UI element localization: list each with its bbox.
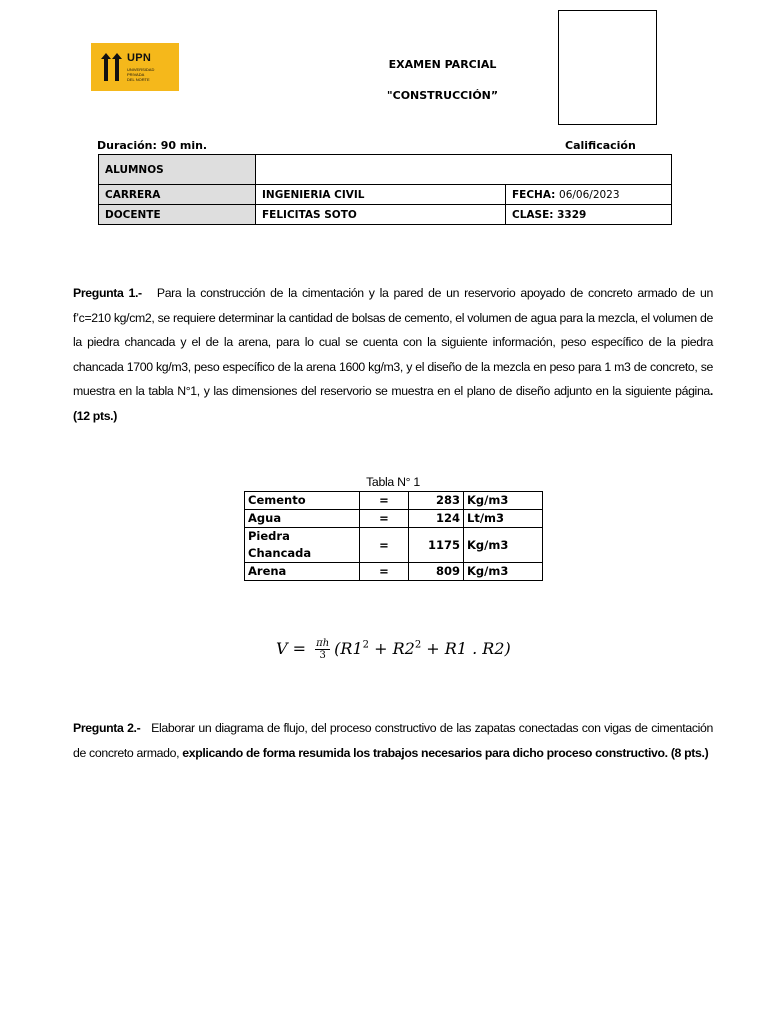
formula-part: (R1 [334,639,363,658]
question-1-points: (12 pts.) [73,408,117,423]
logo-sub-line: UNIVERSIDAD [127,67,155,72]
career-value: INGENIERIA CIVIL [256,185,506,205]
students-label: ALUMNOS [99,155,256,185]
table-1 [244,491,543,581]
formula-denominator: 3 [319,650,326,661]
question-2-bold-text: explicando de forma resumida los trabajos necesarios para dicho proceso constructivo. [182,745,668,760]
table-row [99,155,672,185]
teacher-value: FELICITAS SOTO [256,205,506,225]
formula-exponent: 2 [414,639,422,651]
table-row [245,510,543,528]
grade-label: Calificación [565,139,636,152]
formula-lhs: V = [276,639,312,658]
question-2-label: Pregunta 2.- [73,721,141,735]
logo-sub-line: PRIVADA [127,72,145,77]
question-1-end: . [709,384,713,399]
upn-logo [91,43,179,91]
teacher-label: DOCENTE [99,205,256,225]
table-1-material-cell: Piedra Chancada [245,528,360,563]
students-field[interactable] [256,155,672,185]
question-1-label: Pregunta 1.- [73,286,142,300]
table-1-material-cell: Cemento [245,492,360,510]
table-1-eq-cell: = [360,563,409,581]
student-info-table [98,154,672,225]
table-1-unit-cell: Lt/m3 [464,510,543,528]
photo-box [558,10,657,125]
duration-label: Duración: 90 min. [97,139,208,152]
logo-brand: UPN [127,52,152,64]
question-2-points: (8 pts.) [670,745,709,760]
upn-emblem-icon [99,51,125,83]
formula-numerator: πh [316,638,330,649]
date-value: 06/06/2023 [559,188,620,201]
exam-subtitle: "CONSTRUCCIÓN” [386,89,499,102]
table-row [245,528,543,563]
table-1-value-cell: 809 [409,563,464,581]
table-1-unit-cell: Kg/m3 [464,492,543,510]
table-1-value-cell: 283 [409,492,464,510]
table-1-eq-cell: = [360,492,409,510]
table-1-value-cell: 124 [409,510,464,528]
table-1-material-cell: Agua [245,510,360,528]
class-label: CLASE: 3329 [506,205,672,225]
logo-sub-line: DEL NORTE [127,77,150,82]
table-1-eq-cell: = [360,510,409,528]
question-1-text: Para la construcción de la cimentación y la pared de un reservorio apoyado de concreto armado de un f’c=210 kg/cm2, se requiere determinar la cantidad de bolsas de cemento, el volumen de agua para la mezcla, el volumen de la piedra chancada y el de la arena, para lo cual se cuenta con la siguiente información, peso específico de la piedra chancada 1700 kg/m3, peso específico de la arena 1600 kg/m3, y el diseño de la mezcla en peso para 1 m3 de concreto, se muestra en la tabla N°1, y las dimensiones del reservorio se muestra en el plano de diseño adjunto en la siguiente página [73,286,713,399]
volume-formula [276,638,511,661]
table-row [245,492,543,510]
question-2-text: Elaborar un diagrama de flujo, del proceso constructivo de las zapatas conectadas con vigas de cimentación de concreto armado, [73,721,713,760]
table-1-material-cell: Arena [245,563,360,581]
date-label: FECHA: [512,188,556,201]
table-row [245,563,543,581]
question-2 [73,716,713,765]
career-label: CARRERA [99,185,256,205]
formula-part: + R2 [369,639,415,658]
table-1-eq-cell: = [360,528,409,563]
exam-title: EXAMEN PARCIAL [388,58,497,71]
table-row [99,205,672,225]
table-row [99,185,672,205]
formula-part: + R1 . R2) [421,639,511,658]
question-1 [73,281,713,429]
table-1-value-cell: 1175 [409,528,464,563]
formula-exponent: 2 [362,639,369,651]
table-1-caption: Tabla N° 1 [366,475,420,489]
table-1-unit-cell: Kg/m3 [464,563,543,581]
table-1-unit-cell: Kg/m3 [464,528,543,563]
date-cell [506,185,672,205]
formula-fraction [315,638,330,661]
